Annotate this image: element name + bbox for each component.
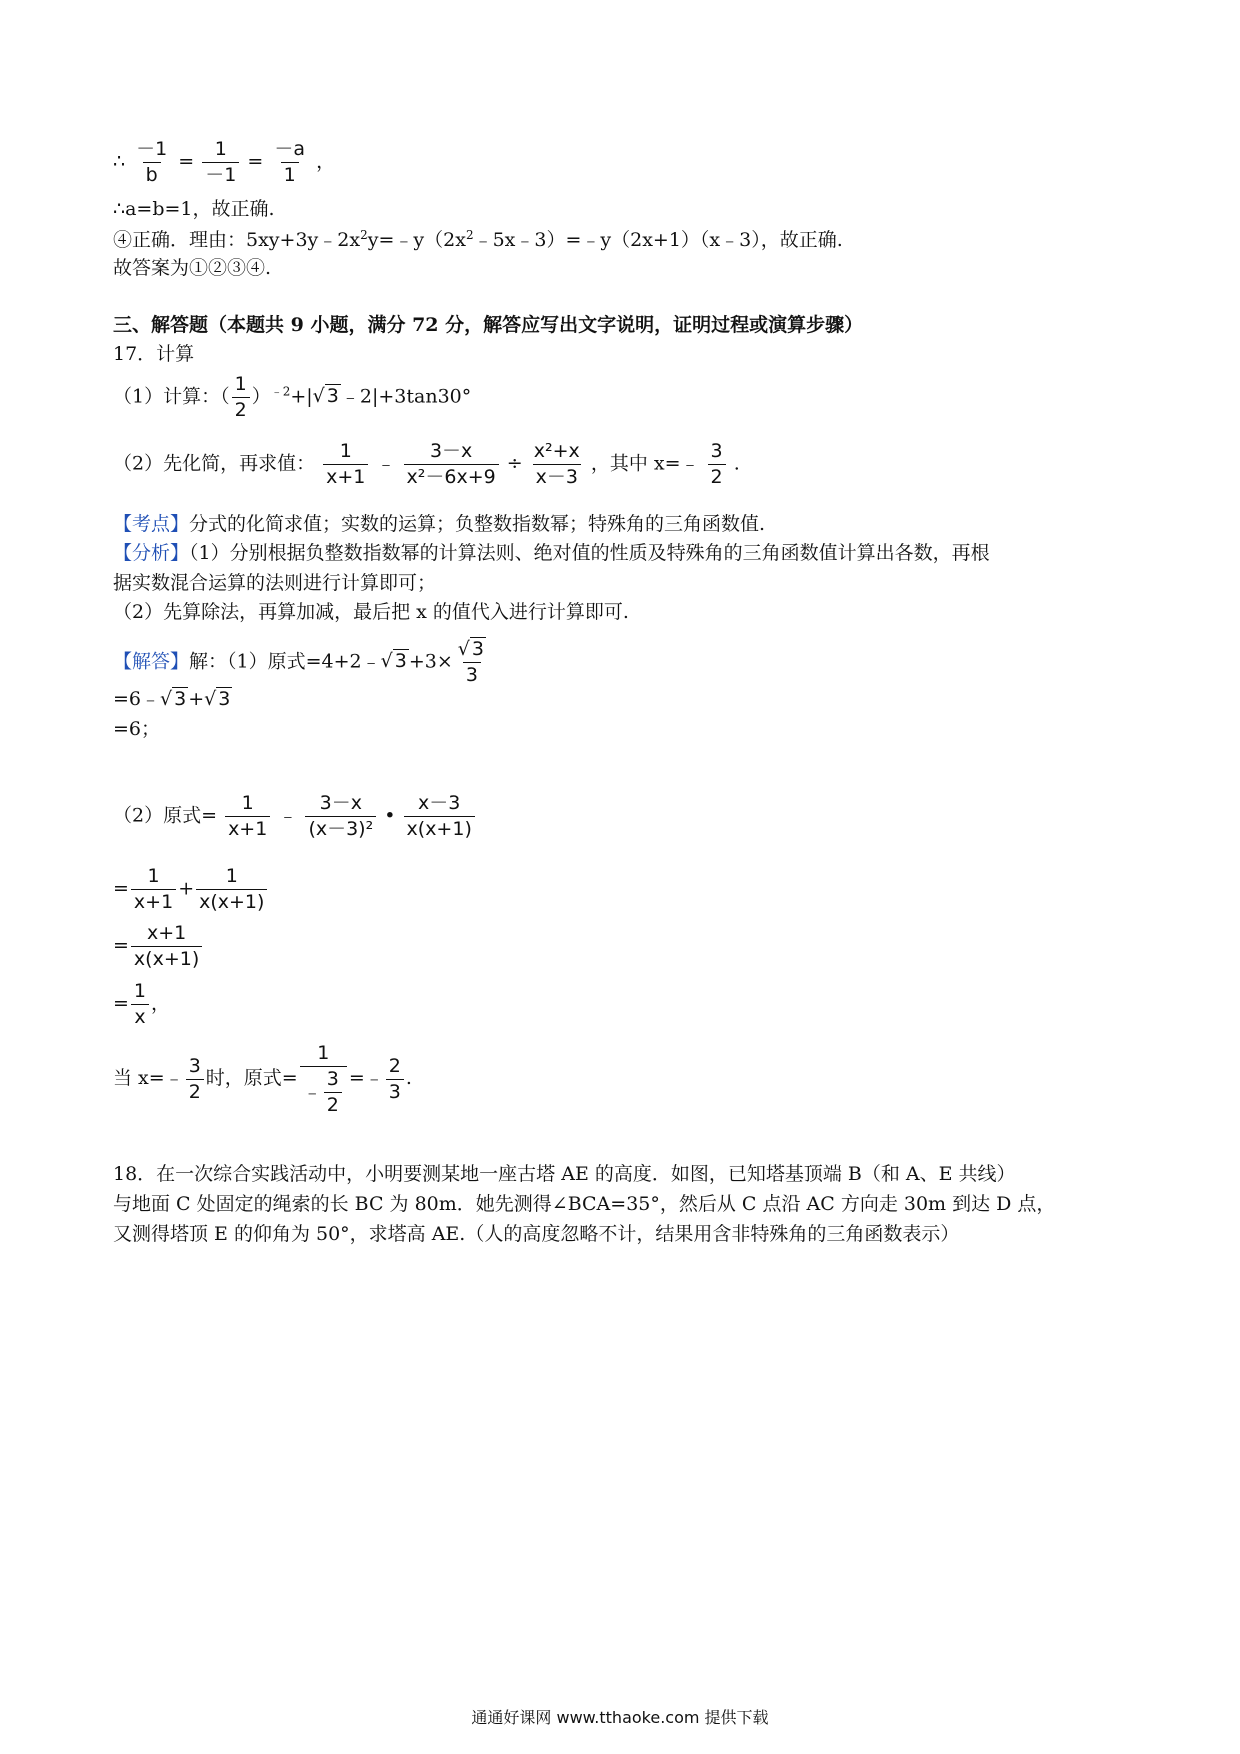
q17-part1: （1）计算：（ $\frac{1}{2}$ ）$^{﹣2}$+|√ 3 ﹣2|+3tan30° (113, 373, 472, 421)
sqrt: √ 3 (380, 650, 407, 673)
fraction: $\frac{√ 3}{3}$ (457, 638, 484, 686)
sqrt: √ 3 (457, 638, 484, 660)
part2-step-4: = $\frac{1}{x}$ ， (113, 980, 171, 1028)
kaodian-line: 【考点】分式的化简求值；实数的运算；负整数指数幂；特殊角的三角函数值. (113, 513, 766, 535)
therefore-symbol: ∴ (113, 150, 126, 173)
fraction: $\frac{1}{x}$ (131, 980, 149, 1029)
jieda-tag: 【解答】 (113, 650, 190, 673)
sqrt: √ 3 (204, 688, 231, 710)
fraction: $\frac{x-3}{x(x+1)}$ (404, 792, 475, 841)
fraction: $\frac{1}{x(x+1)}$ (196, 865, 267, 914)
fraction: $\frac{1}{-1}$ (202, 138, 239, 187)
part2-step-3: = $\frac{x+1}{x(x+1)}$ (113, 922, 204, 971)
fraction: $\frac{1}{x+1}$ (131, 865, 176, 914)
page-footer: 通通好课网 www.tthaoke.com 提供下载 (471, 1708, 769, 1727)
question-18-line-3: 又测得塔顶 E 的仰角为 50°，求塔高 AE.（人的高度忽略不计，结果用含非特殊角的三角函数表示） (113, 1223, 960, 1245)
question-18-line-1: 18．在一次综合实践活动中，小明要测某地一座古塔 AE 的高度．如图，已知塔基顶端 B（和 A、E 共线） (113, 1163, 1016, 1185)
jieda-line-2: =6﹣√ 3 +√ 3 (113, 688, 231, 710)
fraction: $\frac{3}{2}$ (324, 1068, 342, 1117)
part2-step-1: （2）原式= $\frac{1}{x+1}$ ﹣ $\frac{3-x}{\text{(x－3)²}}$ • $\frac{x-3}{x(x+1)}$ (113, 792, 477, 841)
q17-part2: （2）先化简，再求值： $\frac{1}{x+1}$ ﹣ $\frac{3-x}{\text{x²－6x+9}}$ ÷ $\frac{\text{x²+x}}{x-3}$ ，其中 x=﹣ $\frac{3}{2}$ . (113, 440, 740, 488)
fraction: $\frac{3-x}{\text{x²－6x+9}}$ (404, 440, 499, 489)
fenxi-line-2: 据实数混合运算的法则进行计算即可； (113, 572, 437, 594)
fenxi-line-3: （2）先算除法，再算加减，最后把 x 的值代入进行计算即可. (113, 601, 629, 623)
fenxi-line-1: 【分析】（1）分别根据负整数指数幂的计算法则、绝对值的性质及特殊角的三角函数值计算出各数，再根 (113, 542, 990, 564)
prev-line-4: 故答案为①②③④. (113, 257, 272, 279)
fraction: $\frac{2}{3}$ (386, 1055, 404, 1104)
fraction: $\frac{1}{2}$ (232, 373, 250, 422)
fraction: $\frac{1}{x+1}$ (323, 440, 368, 489)
fraction: $\frac{-1}{b}$ (136, 138, 168, 186)
jieda-line-1: 【解答】解：（1）原式=4+2﹣√ 3 +3× $\frac{√ 3}{3}$ (113, 638, 491, 687)
compound-fraction: 1 ﹣ $\frac{3}{2}$ (300, 1042, 347, 1116)
fraction: $\frac{1}{x+1}$ (225, 792, 270, 841)
section-heading: 三、解答题（本题共 9 小题，满分 72 分，解答应写出文字说明，证明过程或演算步骤） (113, 314, 864, 336)
question-17-title: 17．计算 (113, 343, 195, 365)
fraction: $\frac{x+1}{x(x+1)}$ (131, 922, 202, 971)
prev-line-3: ④正确．理由：$5xy+3y﹣2x^2y=﹣y(2x^2﹣5x﹣3)=﹣y(2x+1)(x﹣3)$，故正确. (113, 228, 843, 251)
prev-fraction-line: ∴ $\frac{-1}{b}$ = $\frac{1}{-1}$ = $\frac{-a}{1}$ ， (113, 138, 336, 186)
prev-line-2: ∴a=b=1，故正确. (113, 198, 275, 220)
fraction: $\frac{\text{x²+x}}{x-3}$ (533, 440, 580, 488)
part2-step-5: 当 x=﹣ $\frac{3}{2}$ 时，原式= 1 ﹣ $\frac{3}{2}$ =﹣ $\frac{2}{3}$ . (113, 1042, 412, 1116)
kaodian-tag: 【考点】 (113, 513, 190, 535)
jieda-line-3: =6； (113, 718, 161, 740)
fraction: $\frac{3}{2}$ (186, 1055, 204, 1104)
part2-step-2: = $\frac{1}{x+1}$ + $\frac{1}{x(x+1)}$ (113, 865, 269, 914)
fenxi-tag: 【分析】 (113, 542, 190, 564)
fraction: $\frac{3}{2}$ (708, 440, 726, 489)
sqrt: √ 3 (160, 688, 187, 710)
sqrt: √ 3 (312, 385, 339, 408)
question-18-line-2: 与地面 C 处固定的绳索的长 BC 为 80m．她先测得∠BCA=35°，然后从 C 点沿 AC 方向走 30m 到达 D 点， (113, 1193, 1056, 1215)
fraction: $\frac{-a}{1}$ (274, 138, 306, 186)
fraction: $\frac{3-x}{\text{(x－3)²}}$ (305, 792, 376, 841)
